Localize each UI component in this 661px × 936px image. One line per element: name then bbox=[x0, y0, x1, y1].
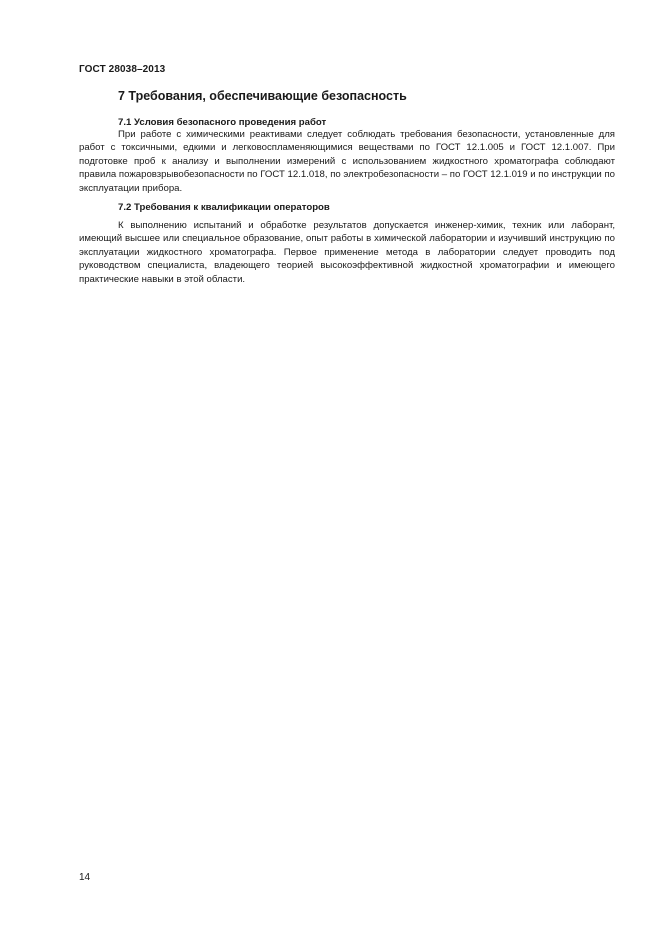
subsection-title-7-2: 7.2 Требования к квалификации операторов bbox=[118, 202, 330, 213]
paragraph-safety-conditions: При работе с химическими реактивами следует соблюдать требования безопасности, установленные для работ с токсичными, едкими и легковоспламеняющимися веществами по ГОСТ 12.1.005 и ГОСТ 12.1.007. При подготовке проб к анализу и выполнении измерений с использованием жидкостного хроматографа соблюдают правила пожаровзрывобезопасности по ГОСТ 12.1.018, по электробезопасности – по ГОСТ 12.1.019 и по инструкции по эксплуатации прибора. bbox=[79, 129, 615, 194]
section-title: 7 Требования, обеспечивающие безопасность bbox=[118, 89, 407, 103]
page-number: 14 bbox=[79, 872, 91, 883]
subsection-title-7-1: 7.1 Условия безопасного проведения работ bbox=[118, 117, 327, 128]
paragraph-operator-qualification: К выполнению испытаний и обработке результатов допускается инженер-химик, техник или лаборант, имеющий высшее или специальное образование, опыт работы в химической лаборатории и изучивший инструкцию по эксплуатации жидкостного хроматографа. Первое применение метода в лаборатории следует проводить под руководством специалиста, владеющего теорией высокоэффективной жидкостной хроматографии и имеющего практические навыки в этой области. bbox=[79, 220, 615, 285]
document-code: ГОСТ 28038–2013 bbox=[79, 64, 166, 75]
